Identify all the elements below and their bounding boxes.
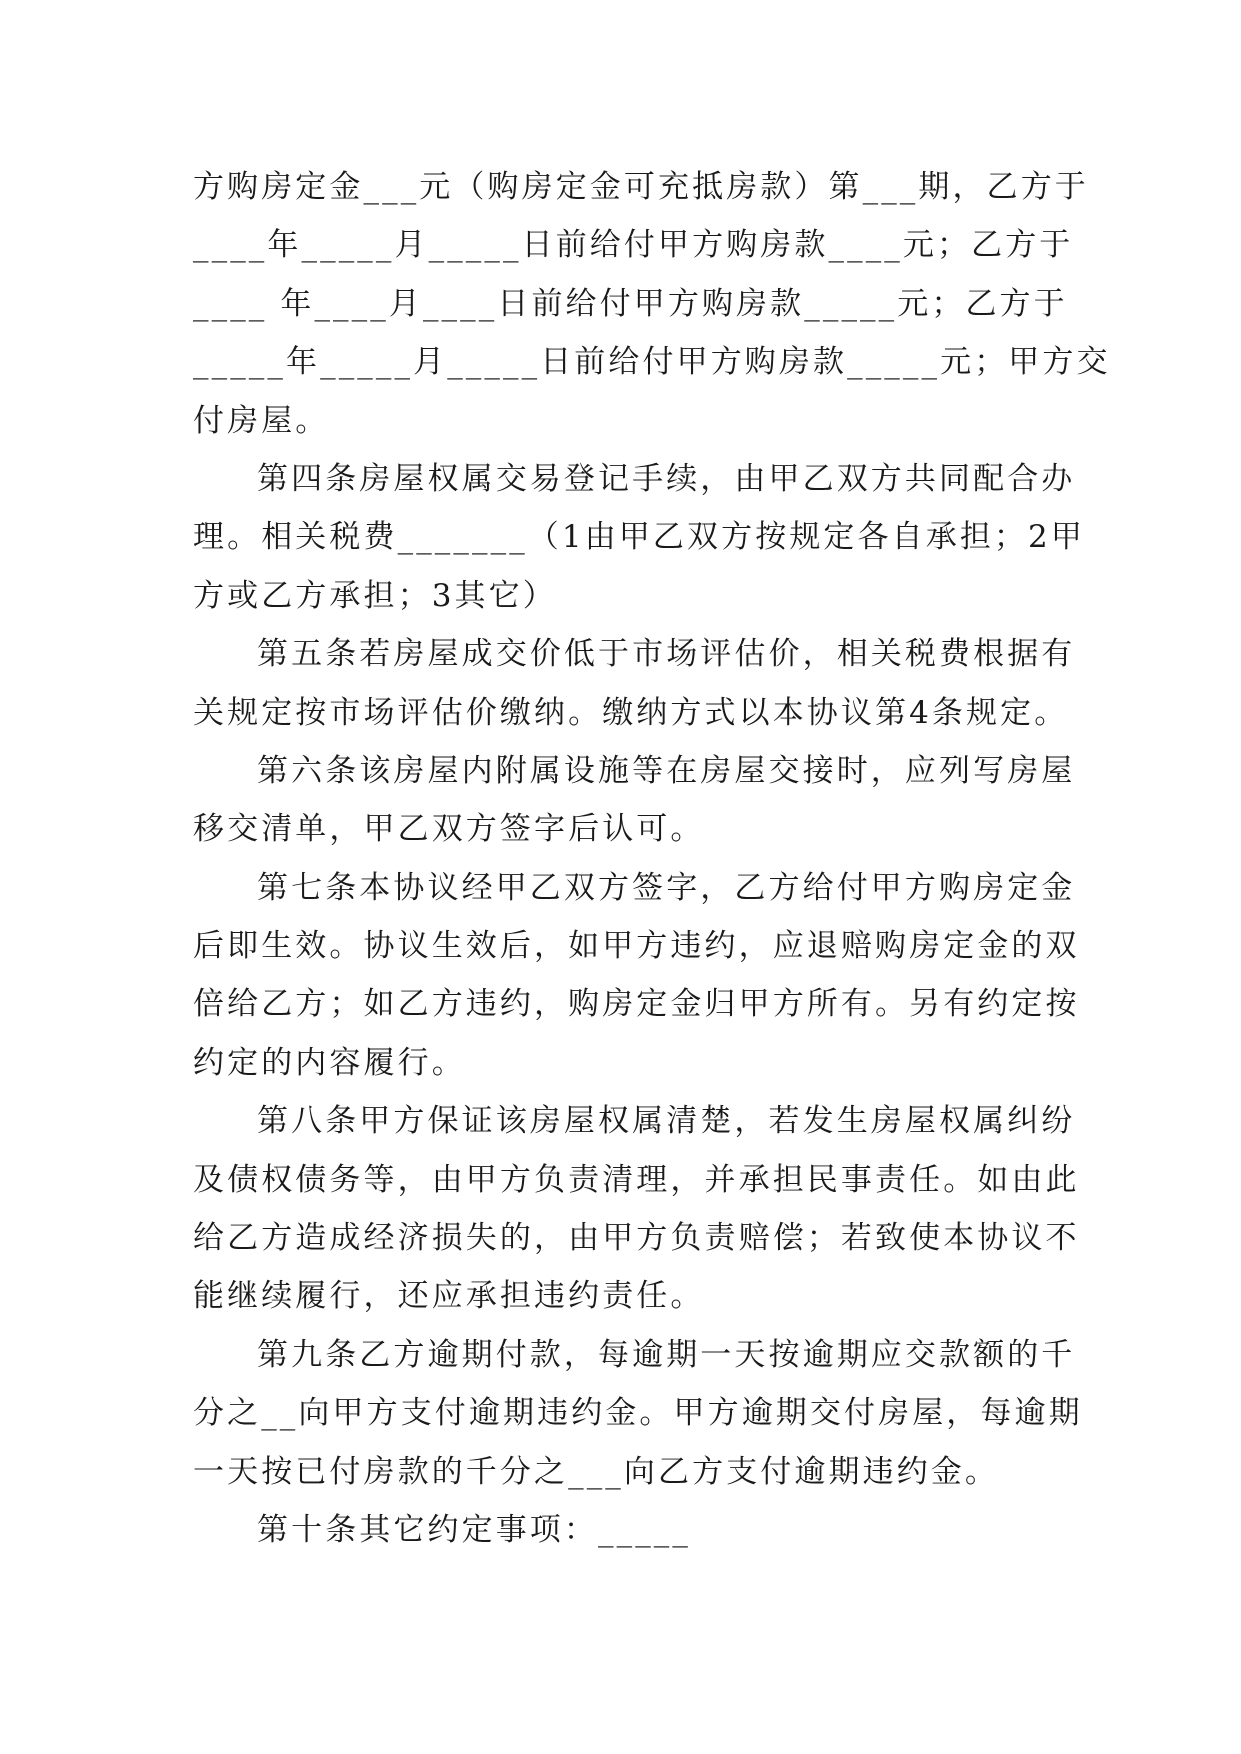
text-line: 分之__向甲方支付逾期违约金。甲方逾期交付房屋，每逾期 [193,1395,1083,1432]
text-line: 能继续履行，还应承担违约责任。 [193,1278,705,1315]
text-line: 约定的内容履行。 [193,1044,466,1081]
article-7-heading-line: 第七条本协议经甲乙双方签字，乙方给付甲方购房定金 [257,869,1076,906]
text-line: 付房屋。 [193,402,330,439]
text-line: ____ 年____月____日前给付甲方购房款_____元；乙方于 [193,285,1068,322]
article-4-heading-line: 第四条房屋权属交易登记手续，由甲乙双方共同配合办 [257,460,1076,497]
article-10-heading-line: 第十条其它约定事项：_____ [257,1511,691,1548]
text-line: 移交清单，甲乙双方签字后认可。 [193,811,705,848]
text-line: 给乙方造成经济损失的，由甲方负责赔偿；若致使本协议不 [193,1220,1080,1257]
article-5-heading-line: 第五条若房屋成交价低于市场评估价，相关税费根据有 [257,636,1076,673]
text-line: 理。相关税费_______（1由甲乙双方按规定各自承担；2甲 [193,519,1085,556]
text-line: 一天按已付房款的千分之___向乙方支付逾期违约金。 [193,1453,999,1490]
article-9-heading-line: 第九条乙方逾期付款，每逾期一天按逾期应交款额的千 [257,1336,1076,1373]
text-line: 倍给乙方；如乙方违约，购房定金归甲方所有。另有约定按 [193,986,1080,1023]
text-line: 方或乙方承担；3其它） [193,577,557,614]
article-6-heading-line: 第六条该房屋内附属设施等在房屋交接时，应列写房屋 [257,752,1076,789]
article-8-heading-line: 第八条甲方保证该房屋权属清楚，若发生房屋权属纠纷 [257,1103,1076,1140]
contract-body [193,158,1111,1559]
text-line: 及债权债务等，由甲方负责清理，并承担民事责任。如由此 [193,1161,1080,1198]
text-line: _____年_____月_____日前给付甲方购房款_____元；甲方交 [193,344,1111,381]
text-line: 方购房定金___元（购房定金可充抵房款）第___期，乙方于 [193,169,1089,205]
text-line: ____年_____月_____日前给付甲方购房款____元；乙方于 [193,227,1074,264]
text-line: 关规定按市场评估价缴纳。缴纳方式以本协议第4条规定。 [193,694,1069,731]
text-line: 后即生效。协议生效后，如甲方违约，应退赔购房定金的双 [193,928,1080,965]
